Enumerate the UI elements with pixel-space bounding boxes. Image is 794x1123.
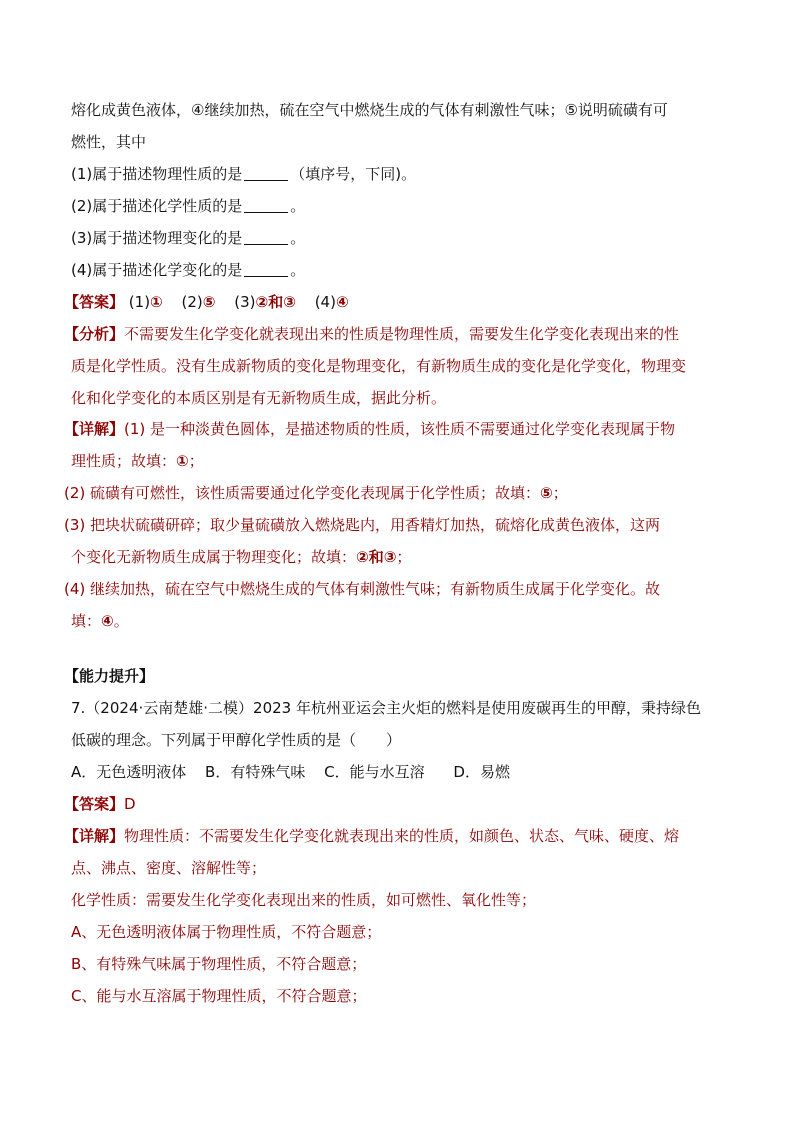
q6-detail-line-3 (64, 482, 568, 504)
analysis-tag: 【分析】 (64, 325, 125, 343)
q6-part-1-note: （填序号，下同)。 (290, 165, 417, 183)
answer-label: (3) (234, 293, 256, 311)
period: 。 (290, 197, 306, 215)
detail-text: (1) 是一种淡黄色圆体，是描述物质的性质，该性质不需要通过化学变化表现属于物 (124, 420, 676, 438)
q6-detail-line-4: (3) 把块状硫磺研碎；取少量硫磺放入燃烧匙内，用香精灯加热，硫熔化成黄色液体，这两 (64, 516, 661, 534)
detail-text: 理性质；故填： (71, 452, 177, 470)
q7-answer-line (64, 793, 136, 815)
q6-part-2-text: (2)属于描述化学性质的是 (71, 197, 243, 215)
q6-part-3 (71, 227, 305, 249)
q6-analysis-line-2: 质是化学性质。没有生成新物质的变化是物理变化，有新物质生成的变化是化学变化，物理变 (71, 357, 687, 375)
punct: ； (188, 452, 204, 470)
detail-tag: 【详解】 (64, 420, 125, 438)
q6-analysis-line-3: 化和化学变化的本质区别是有无新物质生成，据此分析。 (71, 389, 447, 407)
answer-value: ⑤ (202, 293, 216, 311)
option-a: A．无色透明液体 (71, 763, 187, 781)
q7-detail-line-1 (64, 825, 679, 847)
answer-tag: 【答案】 (64, 795, 125, 813)
section-heading: 【能力提升】 (64, 667, 155, 685)
detail-text: 物理性质：不需要发生化学变化就表现出来的性质，如颜色、状态、气味、硬度、熔 (124, 827, 680, 845)
answer-label: (2) (181, 293, 203, 311)
detail-text: 个变化无新物质生成属于物理变化；故填： (71, 548, 357, 566)
period: 。 (290, 261, 306, 279)
punct: ； (396, 548, 412, 566)
period: 。 (290, 229, 306, 247)
q6-detail-line-1 (64, 418, 675, 440)
detail-answer: ⑤ (540, 484, 553, 502)
q6-detail-line-5 (71, 546, 411, 568)
option-c: C．能与水互溶 (324, 763, 425, 781)
answer-label: (4) (314, 293, 336, 311)
q7-detail-option-c: C、能与水互溶属于物理性质，不符合题意； (71, 987, 367, 1005)
q6-stem-line-1: 熔化成黄色液体，④继续加热，硫在空气中燃烧生成的气体有刺激性气味；⑤说明硫磺有可 (71, 101, 668, 119)
q7-detail-option-a: A、无色透明液体属于物理性质，不符合题意； (71, 923, 382, 941)
answer-value: D (124, 795, 136, 813)
q7-detail-line-2: 点、沸点、密度、溶解性等； (71, 859, 267, 877)
q6-part-4-text: (4)属于描述化学变化的是 (71, 261, 243, 279)
q6-detail-line-6: (4) 继续加热，硫在空气中燃烧生成的气体有刺激性气味；有新物质生成属于化学变化。故 (64, 580, 661, 598)
answer-value: ① (150, 293, 163, 311)
answer-label: (1) (128, 293, 151, 311)
q7-detail-option-b: B、有特殊气味属于物理性质，不符合题意； (71, 955, 367, 973)
analysis-text: 不需要发生化学变化就表现出来的性质是物理性质，需要发生化学变化表现出来的性 (124, 325, 680, 343)
q6-detail-line-2 (71, 450, 204, 472)
q6-part-1 (71, 163, 416, 185)
answer-blank (244, 260, 288, 277)
answer-tag: 【答案】 (64, 293, 125, 311)
q6-answer-line (64, 291, 349, 313)
q6-part-4 (71, 259, 305, 281)
q7-options (71, 761, 510, 783)
answer-blank (244, 164, 288, 181)
q6-stem-line-2: 燃性，其中 (71, 133, 147, 151)
q7-detail-line-3: 化学性质：需要发生化学变化表现出来的性质，如可燃性、氧化性等； (71, 891, 537, 909)
detail-tag: 【详解】 (64, 827, 125, 845)
detail-answer: ②和③ (356, 548, 397, 566)
q6-analysis-line-1 (64, 323, 679, 345)
detail-answer: ④ (101, 612, 114, 630)
option-b: B．有特殊气味 (205, 763, 306, 781)
punct: 。 (113, 612, 129, 630)
q7-stem-line-1: 7.（2024·云南楚雄·二模）2023 年杭州亚运会主火炬的燃料是使用废碳再生的甲醇，秉持绿色 (71, 699, 701, 717)
punct: ； (552, 484, 568, 502)
detail-answer: ① (176, 452, 189, 470)
answer-value: ④ (335, 293, 349, 311)
detail-text: 填： (71, 612, 102, 630)
answer-value: ②和③ (255, 293, 296, 311)
answer-blank (244, 196, 288, 213)
q6-part-2 (71, 195, 305, 217)
q7-stem-line-2: 低碳的理念。下列属于甲醇化学性质的是（ ） (71, 731, 402, 749)
option-d: D．易燃 (453, 763, 510, 781)
q6-part-1-text: (1)属于描述物理性质的是 (71, 165, 243, 183)
detail-text: (2) 硫磺有可燃性，该性质需要通过化学变化表现属于化学性质；故填： (64, 484, 541, 502)
q6-part-3-text: (3)属于描述物理变化的是 (71, 229, 243, 247)
answer-blank (244, 228, 288, 245)
q6-detail-line-7 (71, 610, 129, 632)
